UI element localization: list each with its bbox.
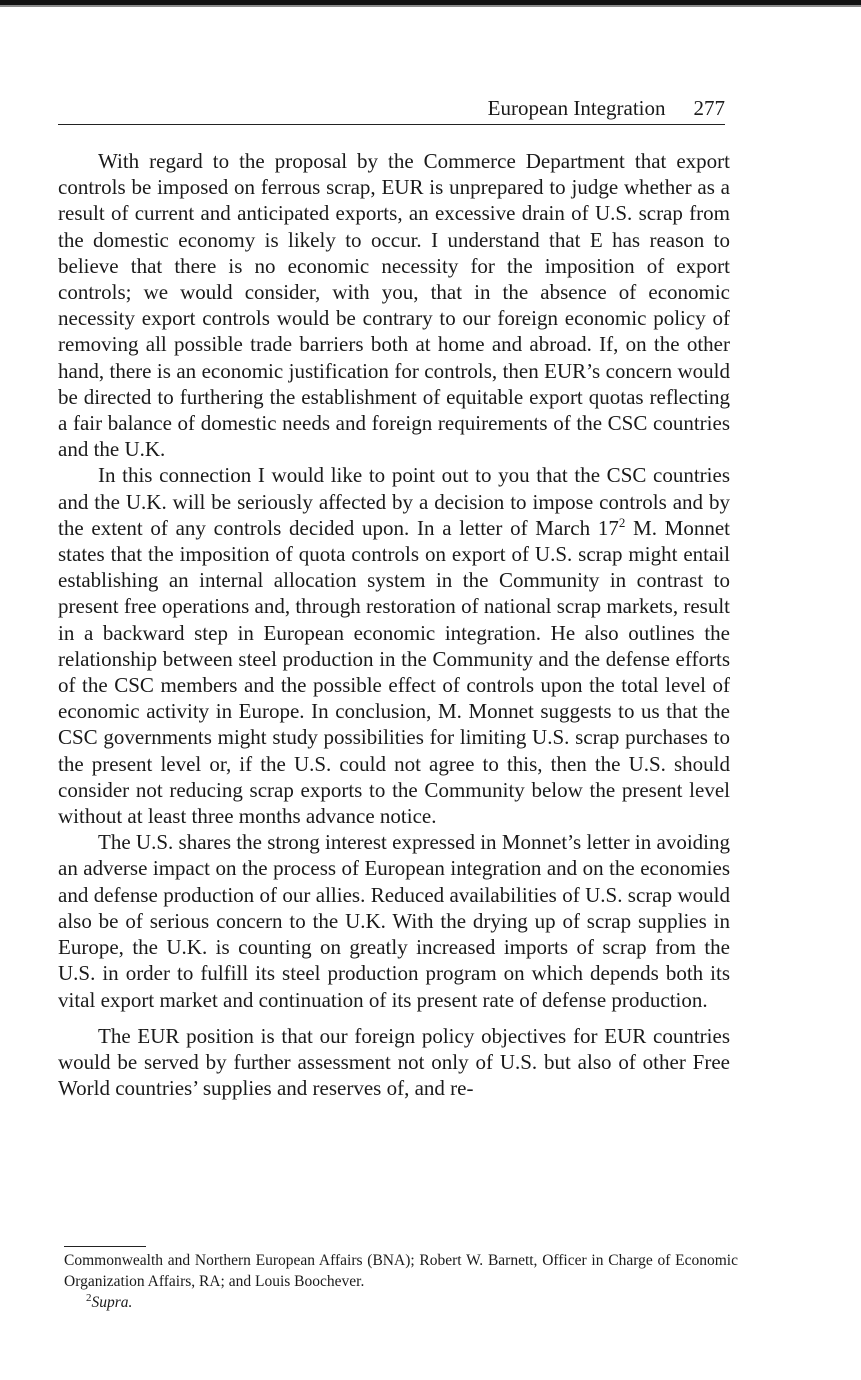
- footnotes: [64, 1250, 738, 1313]
- footnote-2: [64, 1292, 738, 1313]
- paragraph-eur-position: The EUR position is that our foreign policy objectives for EUR countries would be served by further assessment not only of U.S. but also of other Free World countries’ supplies and reserves of, and re-: [58, 1023, 730, 1101]
- main-text: [58, 148, 730, 1101]
- paragraph-monnet-letter: [58, 462, 730, 829]
- paragraph-us-interest: The U.S. shares the strong interest expressed in Monnet’s letter in avoiding an adverse impact on the process of European integration and on the economies and defense production of our allies. Reduced availabilities of U.S. scrap would also be of serious concern to the U.K. With the drying up of scrap supplies in Europe, the U.K. is counting on greatly increased imports of scrap from the U.S. in order to fulfill its steel production program on which depends both its vital export market and continuation of its present rate of defense production.: [58, 830, 730, 1012]
- paragraph-export-controls: With regard to the proposal by the Commerce Department that export controls be imposed on ferrous scrap, EUR is unprepared to judge whether as a result of current and anticipated exports, an excessive drain of U.S. scrap from the domestic economy is likely to occur. I understand that E has reason to believe that there is no economic necessity for the imposition of export controls; we would consider, with you, that in the absence of economic necessity export controls would be contrary to our foreign economic policy of removing all possible trade barriers both at home and abroad. If, on the other hand, there is an economic justification for controls, then EUR’s concern would be directed to furthering the establishment of equitable export quotas reflecting a fair balance of domestic needs and foreign requirements of the CSC countries and the U.K.: [58, 149, 730, 462]
- footnote-reference: 2: [618, 514, 626, 530]
- footnote-2-text: Supra.: [91, 1294, 133, 1311]
- footnote-continued: Commonwealth and Northern European Affairs (BNA); Robert W. Barnett, Officer in Charge of Economic Organization Affairs, RA; and Louis Boochever.: [64, 1252, 738, 1290]
- page-number: 277: [693, 96, 725, 120]
- running-title: European Integration: [487, 96, 666, 120]
- running-head: [58, 94, 725, 125]
- footnote-divider: [64, 1246, 146, 1247]
- scan-top-edge-shadow: [0, 5, 861, 7]
- paragraph-monnet-letter-rest: M. Monnet states that the imposition of quota controls on export of U.S. scrap might entail establishing an internal allocation system in the Community in contrast to present free operations and, through restoration of national scrap markets, result in a backward step in European economic integration. He also outlines the relationship between steel production in the Community and the defense efforts of the CSC members and the possible effect of controls upon the total level of economic activity in Europe. In conclusion, M. Monnet suggests to us that the CSC governments might study possibilities for limiting U.S. scrap purchases to the present level or, if the U.S. could not agree to this, then the U.S. should consider not reducing scrap exports to the Community below the present level without at least three months advance notice.: [58, 515, 731, 829]
- footnote-2-marker: 2: [86, 1291, 92, 1304]
- paragraph-monnet-letter-start: In this connection I would like to point out to you that the CSC countries and the U.K. will be seriously affected by a decision to impose controls and by the extent of any controls decided upon. In a letter of March 17: [58, 463, 730, 540]
